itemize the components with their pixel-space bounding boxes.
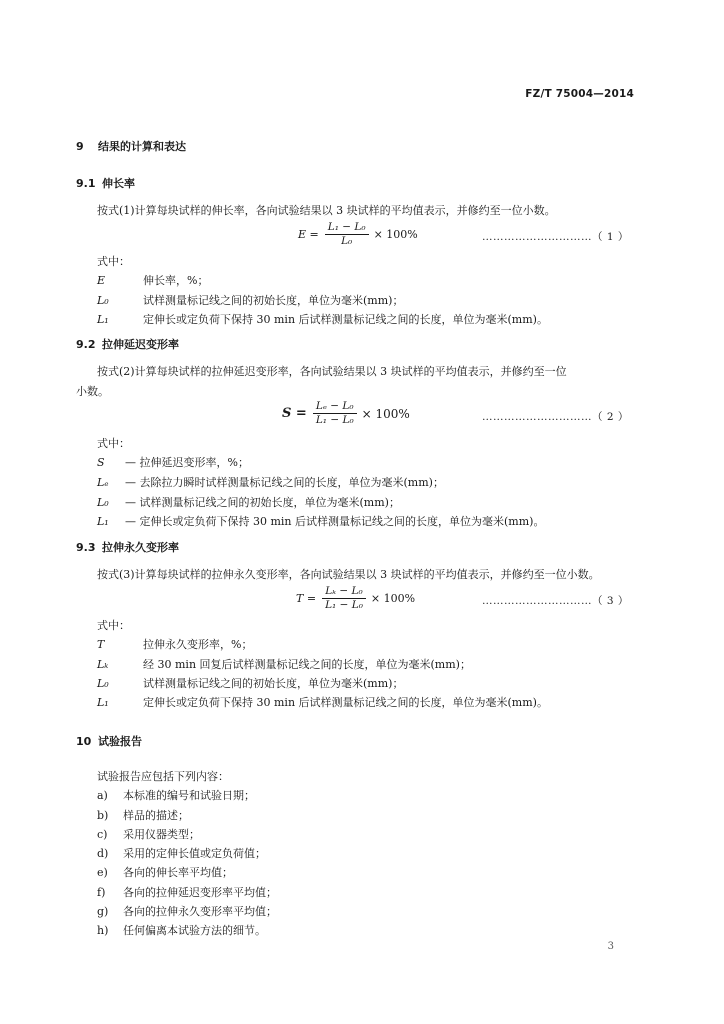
paragraph-9-3: 按式(3)计算每块试样的拉伸永久变形率，各向试验结果以 3 块试样的平均值表示，并修约至一位小数。: [97, 568, 600, 581]
formula-number: …………………………（ 3 ）: [482, 595, 629, 607]
symbol-definition: [97, 656, 471, 672]
symbol: Lₖ: [97, 658, 109, 671]
list-marker: h): [97, 924, 109, 937]
formula-3: [296, 585, 415, 612]
paragraph-9-1: 按式(1)计算每块试样的伸长率，各向试验结果以 3 块试样的平均值表示，并修约至一位小数。: [97, 204, 556, 217]
symbol-description: — 定伸长或定负荷下保持 30 min 后试样测量标记线之间的长度，单位为毫米(mm)。: [125, 515, 545, 528]
formula-fraction: [325, 221, 369, 248]
list-marker: g): [97, 905, 109, 918]
list-marker: a): [97, 789, 108, 802]
formula-number: …………………………（ 2 ）: [482, 411, 629, 423]
subsection-number: 9.3: [76, 541, 96, 554]
symbol-description: 试样测量标记线之间的初始长度，单位为毫米(mm)；: [143, 294, 404, 307]
formula-multiplier: × 100%: [361, 406, 410, 421]
section-title: 试验报告: [98, 735, 142, 748]
symbol-definition: [97, 694, 548, 710]
symbol: L₁: [97, 696, 109, 709]
subsection-title: 伸长率: [102, 177, 135, 190]
symbol-definition: [97, 292, 403, 308]
list-item: [97, 845, 266, 861]
formula-lhs: E =: [298, 228, 319, 241]
list-marker: e): [97, 866, 108, 879]
symbol-definition: [97, 454, 249, 470]
subsection-number: 9.2: [76, 338, 96, 351]
list-item-text: 各向的伸长率平均值；: [123, 866, 233, 879]
symbol-definition: [97, 513, 544, 529]
symbol-definition: [97, 311, 548, 327]
subsection-9-1-heading: [76, 175, 135, 191]
formula-numerator: Lₖ − L₀: [322, 585, 365, 599]
list-marker: d): [97, 847, 109, 860]
where-label: 式中：: [97, 437, 130, 450]
list-item: [97, 807, 189, 823]
section-number: 9: [76, 140, 84, 153]
subsection-number: 9.1: [76, 177, 96, 190]
list-item: [97, 864, 233, 880]
symbol-description: — 试样测量标记线之间的初始长度，单位为毫米(mm)；: [125, 496, 400, 509]
formula-numerator: L₁ − L₀: [325, 221, 369, 235]
formula-lhs: S =: [282, 406, 307, 421]
formula-multiplier: × 100%: [370, 592, 416, 605]
list-marker: c): [97, 828, 108, 841]
symbol: L₁: [97, 313, 109, 326]
symbol: T: [97, 638, 105, 651]
report-intro: 试验报告应包括下列内容：: [97, 770, 229, 783]
subsection-9-3-heading: [76, 539, 179, 555]
symbol: L₁: [97, 515, 109, 528]
list-item-text: 采用的定伸长值或定负荷值；: [123, 847, 266, 860]
where-label: 式中：: [97, 255, 130, 268]
list-item-text: 任何偏离本试验方法的细节。: [123, 924, 266, 937]
symbol: Lₑ: [97, 476, 109, 489]
list-item-text: 各向的拉伸永久变形率平均值；: [123, 905, 277, 918]
formula-fraction: [313, 400, 357, 427]
section-10-heading: [76, 733, 142, 749]
formula-fraction: [322, 585, 366, 612]
symbol-description: 试样测量标记线之间的初始长度，单位为毫米(mm)；: [143, 677, 404, 690]
list-marker: b): [97, 809, 109, 822]
symbol: S: [97, 456, 105, 469]
list-marker: f): [97, 886, 106, 899]
list-item: [97, 826, 200, 842]
section-number: 10: [76, 735, 92, 748]
formula-denominator: L₀: [341, 235, 353, 247]
symbol: L₀: [97, 496, 109, 509]
list-item: [97, 922, 266, 938]
subsection-title: 拉伸永久变形率: [102, 541, 179, 554]
symbol-description: 定伸长或定负荷下保持 30 min 后试样测量标记线之间的长度，单位为毫米(mm)。: [143, 696, 548, 709]
symbol-description: 拉伸永久变形率，%；: [143, 638, 253, 651]
standard-code: FZ/T 75004—2014: [525, 88, 634, 100]
formula-2: [282, 400, 410, 427]
formula-multiplier: × 100%: [373, 228, 418, 241]
formula-denominator: L₁ − L₀: [325, 599, 363, 611]
list-item-text: 样品的描述；: [123, 809, 189, 822]
formula-denominator: L₁ − L₀: [315, 414, 354, 426]
formula-number: …………………………（ 1 ）: [482, 231, 629, 243]
where-label: 式中：: [97, 619, 130, 632]
symbol-definition: [97, 474, 444, 490]
subsection-9-2-heading: [76, 336, 179, 352]
list-item: [97, 884, 277, 900]
list-item: [97, 787, 255, 803]
symbol-description: 经 30 min 回复后试样测量标记线之间的长度，单位为毫米(mm)；: [143, 658, 471, 671]
symbol: L₀: [97, 294, 109, 307]
list-item-text: 各向的拉伸延迟变形率平均值；: [123, 886, 277, 899]
formula-numerator: Lₑ − L₀: [313, 400, 357, 414]
formula-lhs: T =: [296, 592, 317, 605]
list-item: [97, 903, 277, 919]
symbol-description: — 去除拉力瞬时试样测量标记线之间的长度，单位为毫米(mm)；: [125, 476, 444, 489]
symbol: L₀: [97, 677, 109, 690]
section-9-heading: [76, 138, 186, 154]
symbol-definition: [97, 494, 400, 510]
symbol-definition: [97, 636, 252, 652]
list-item-text: 采用仪器类型；: [123, 828, 200, 841]
list-item-text: 本标准的编号和试验日期；: [123, 789, 255, 802]
formula-1: [298, 221, 418, 248]
symbol-definition: [97, 675, 403, 691]
symbol-description: — 拉伸延迟变形率，%；: [125, 456, 249, 469]
symbol-description: 伸长率，%；: [143, 274, 209, 287]
symbol-description: 定伸长或定负荷下保持 30 min 后试样测量标记线之间的长度，单位为毫米(mm)。: [143, 313, 548, 326]
symbol-definition: [97, 272, 208, 288]
page-number: 3: [607, 941, 614, 952]
symbol: E: [97, 274, 106, 287]
paragraph-9-2: 按式(2)计算每块试样的拉伸延迟变形率，各向试验结果以 3 块试样的平均值表示，并修约至一位: [97, 365, 567, 378]
subsection-title: 拉伸延迟变形率: [102, 338, 179, 351]
section-title: 结果的计算和表达: [98, 140, 186, 153]
paragraph-9-2-continued: 小数。: [76, 385, 109, 398]
